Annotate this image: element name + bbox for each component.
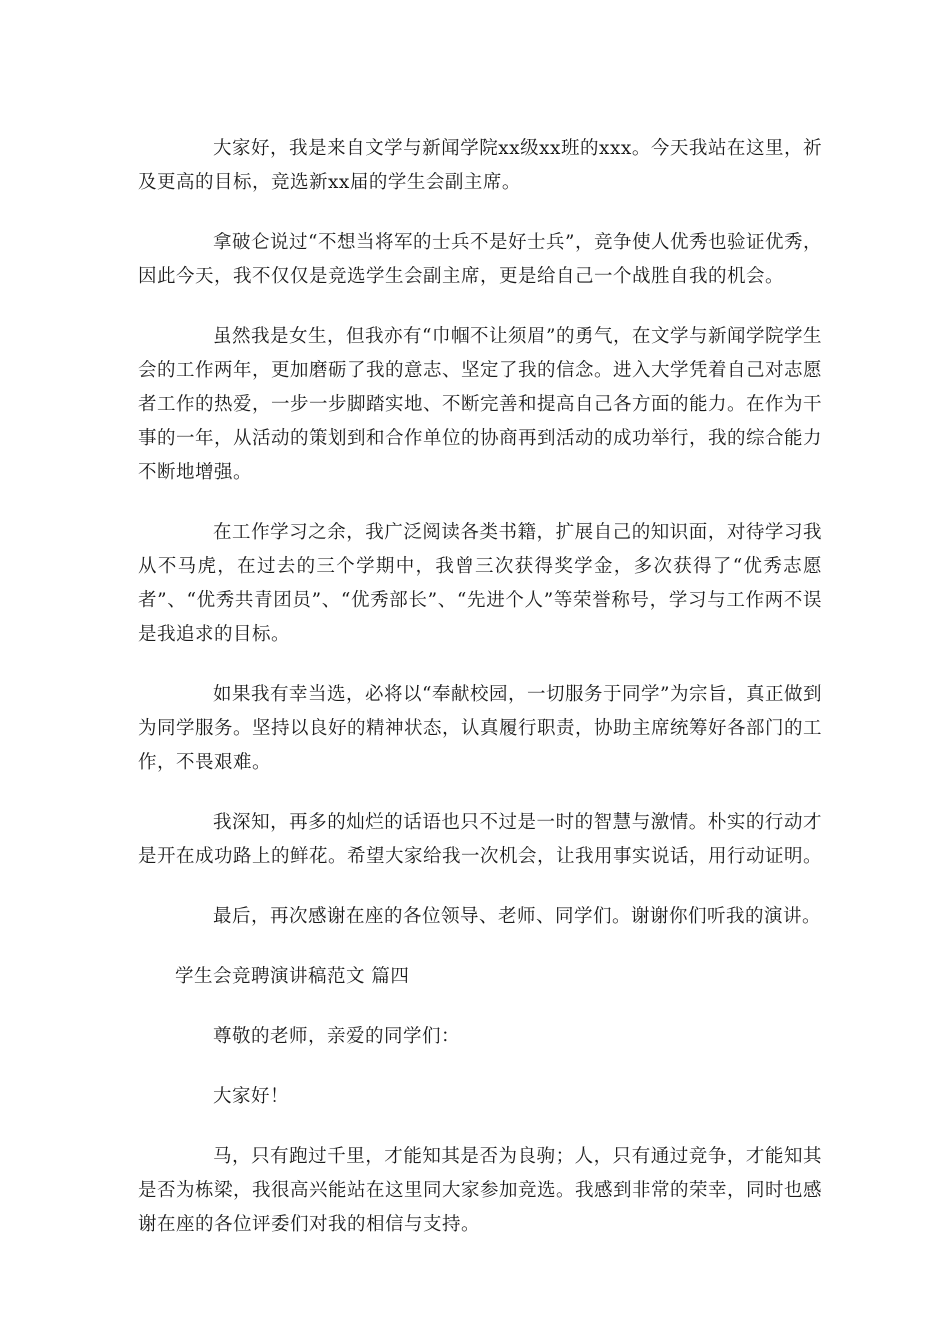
paragraph-salutation: 尊敬的老师，亲爱的同学们： (213, 1026, 461, 1047)
document-body (138, 132, 822, 1268)
section-heading: 学生会竞聘演讲稿范文 篇四 (175, 966, 410, 987)
paragraph-study-honors: 在工作学习之余，我广泛阅读各类书籍，扩展自己的知识面，对待学习我从不马虎，在过去的三个学期中，我曾三次获得奖学金，多次获得了“优秀志愿者”、“优秀共青团员”、“优秀部长”、“先进个人”等荣誉称号，学习与工作两不误是我追求的目标。 (138, 522, 822, 645)
paragraph-hello: 大家好！ (213, 1086, 290, 1107)
paragraph-action: 我深知，再多的灿烂的话语也只不过是一时的智慧与激情。朴实的行动才是开在成功路上的鲜花。希望大家给我一次机会，让我用事实说话，用行动证明。 (138, 812, 823, 867)
paragraph-pledge: 如果我有幸当选，必将以“奉献校园，一切服务于同学”为宗旨，真正做到为同学服务。坚持以良好的精神状态，认真履行职责，协助主席统筹好各部门的工作，不畏艰难。 (138, 684, 823, 773)
paragraph-thanks: 最后，再次感谢在座的各位领导、老师、同学们。谢谢你们听我的演讲。 (213, 906, 822, 927)
paragraph-napoleon-quote: 拿破仑说过“不想当将军的士兵不是好士兵”，竞争使人优秀也验证优秀，因此今天，我不仅仅是竞选学生会副主席，更是给自己一个战胜自我的机会。 (138, 232, 822, 287)
paragraph-experience: 虽然我是女生，但我亦有“巾帼不让须眉”的勇气，在文学与新闻学院学生会的工作两年，更加磨砺了我的意志、坚定了我的信念。进入大学凭着自己对志愿者工作的热爱，一步一步脚踏实地、不断完善和提高自己各方面的能力。在作为干事的一年，从活动的策划到和合作单位的协商再到活动的成功举行，我的综合能力不断地增强。 (138, 326, 823, 483)
paragraph-greeting: 大家好，我是来自文学与新闻学院xx级xx班的xxx。今天我站在这里，祈及更高的目标，竞选新xx届的学生会副主席。 (138, 138, 822, 193)
paragraph-horse-metaphor: 马，只有跑过千里，才能知其是否为良驹；人，只有通过竞争，才能知其是否为栋梁，我很高兴能站在这里同大家参加竞选。我感到非常的荣幸，同时也感谢在座的各位评委们对我的相信与支持。 (138, 1146, 823, 1235)
